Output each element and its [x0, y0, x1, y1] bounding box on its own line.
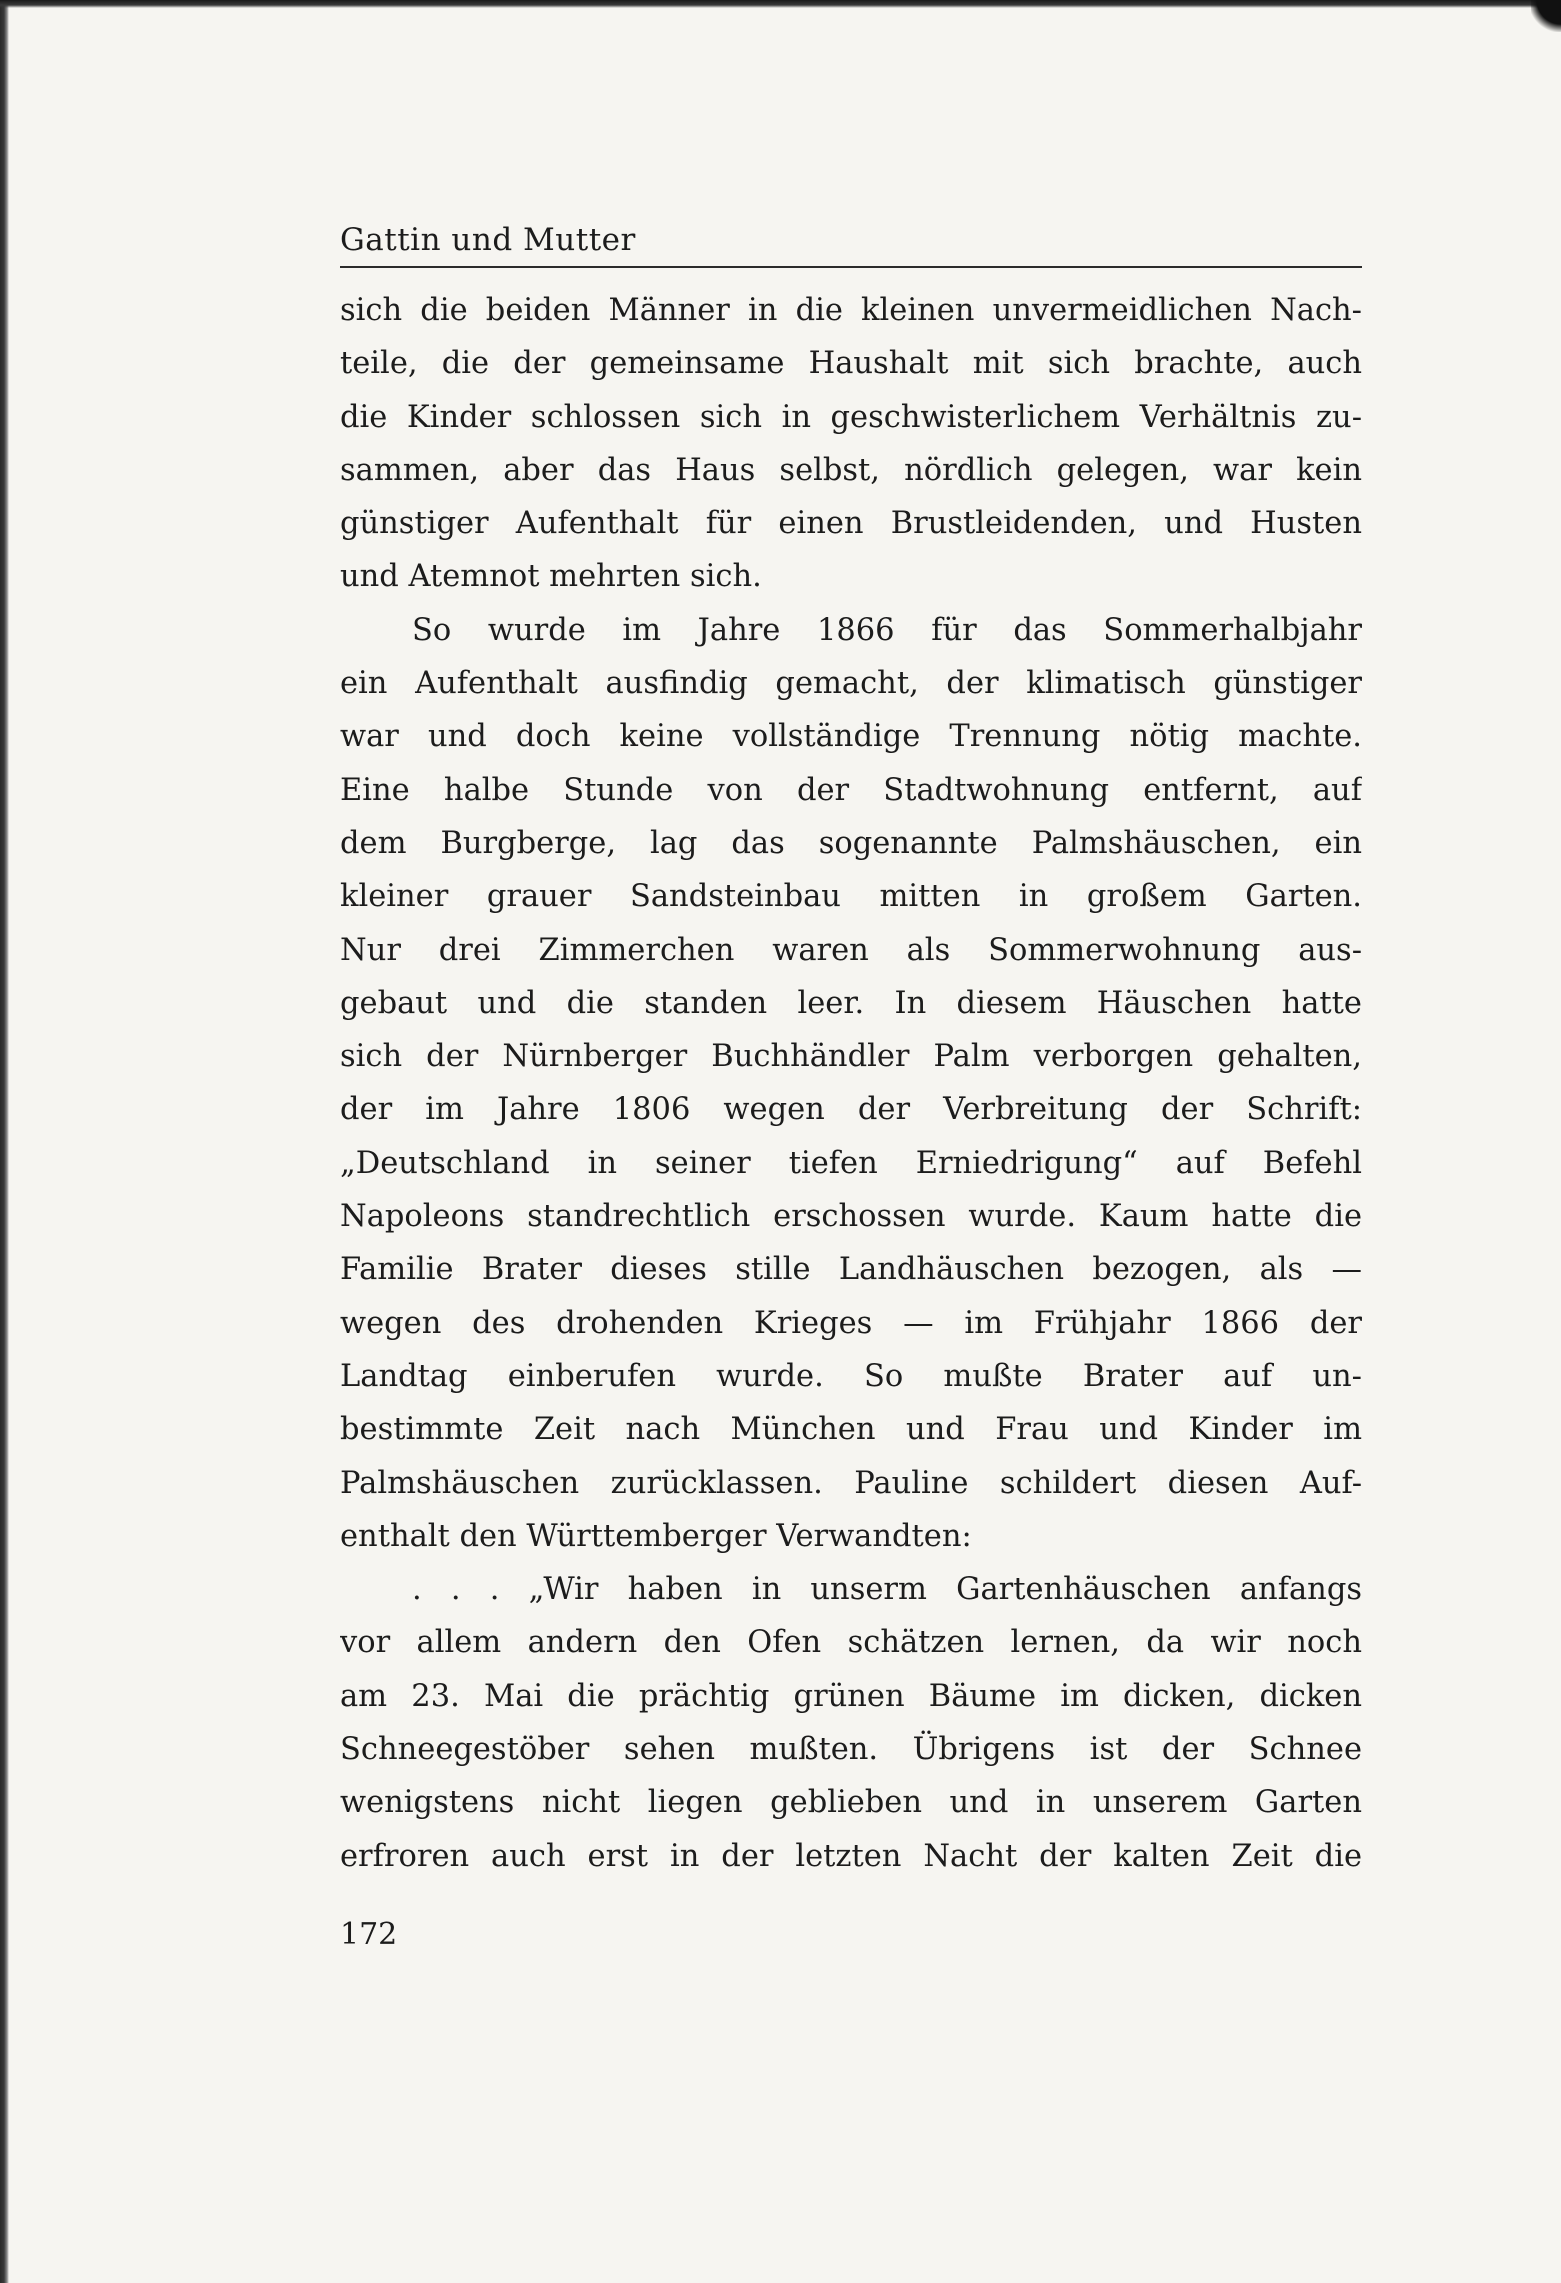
- text-line: sich der Nürnberger Buchhändler Palm verborgen gehalten,: [340, 1039, 1362, 1075]
- text-line: Eine halbe Stunde von der Stadtwohnung entfernt, auf: [340, 772, 1362, 808]
- text-line: am 23. Mai die prächtig grünen Bäume im dicken, dicken: [340, 1678, 1362, 1714]
- text-line: „Deutschland in seiner tiefen Erniedrigung“ auf Befehl: [340, 1145, 1362, 1181]
- body-text: [340, 284, 1362, 1883]
- text-line: war und doch keine vollständige Trennung nötig machte.: [340, 719, 1362, 755]
- scan-corner: [1531, 0, 1561, 32]
- text-line: Napoleons standrechtlich erschossen wurde. Kaum hatte die: [340, 1199, 1362, 1235]
- text-line: wegen des drohenden Krieges — im Frühjahr 1866 der: [340, 1305, 1362, 1341]
- text-line: Familie Brater dieses stille Landhäuschen bezogen, als —: [340, 1252, 1362, 1288]
- text-line: wenigstens nicht liegen geblieben und in unserem Garten: [340, 1785, 1362, 1821]
- text-line: ein Aufenthalt ausfindig gemacht, der klimatisch günstiger: [340, 666, 1362, 702]
- text-line: vor allem andern den Ofen schätzen lernen, da wir noch: [340, 1625, 1362, 1661]
- text-line: teile, die der gemeinsame Haushalt mit sich brachte, auch: [340, 346, 1362, 382]
- text-line: Landtag einberufen wurde. So mußte Brater auf un-: [340, 1358, 1362, 1394]
- page-number: 172: [340, 1916, 398, 1952]
- text-line: sammen, aber das Haus selbst, nördlich gelegen, war kein: [340, 452, 1362, 488]
- text-line: Schneegestöber sehen mußten. Übrigens ist der Schnee: [340, 1732, 1362, 1768]
- text-line: günstiger Aufenthalt für einen Brustleidenden, und Husten: [340, 506, 1362, 542]
- scan-edge-left: [0, 0, 9, 2283]
- text-line: bestimmte Zeit nach München und Frau und Kinder im: [340, 1412, 1362, 1448]
- text-line: und Atemnot mehrten sich.: [340, 559, 762, 595]
- text-line: Nur drei Zimmerchen waren als Sommerwohnung aus-: [340, 932, 1362, 968]
- text-line: erfroren auch erst in der letzten Nacht der kalten Zeit die: [340, 1838, 1362, 1874]
- running-head: Gattin und Mutter: [340, 220, 1362, 268]
- text-line: . . . „Wir haben in unserm Gartenhäuschen anfangs: [412, 1572, 1362, 1608]
- text-line: der im Jahre 1806 wegen der Verbreitung der Schrift:: [340, 1092, 1362, 1128]
- text-line: dem Burgberge, lag das sogenannte Palmshäuschen, ein: [340, 825, 1362, 861]
- text-line: die Kinder schlossen sich in geschwisterlichem Verhältnis zu-: [340, 399, 1362, 435]
- scan-edge-top: [0, 0, 1561, 8]
- text-line: kleiner grauer Sandsteinbau mitten in großem Garten.: [340, 879, 1362, 915]
- text-line: sich die beiden Männer in die kleinen unvermeidlichen Nach-: [340, 293, 1362, 328]
- book-page: [340, 220, 1362, 1955]
- text-line: gebaut und die standen leer. In diesem Häuschen hatte: [340, 985, 1362, 1021]
- text-line: Palmshäuschen zurücklassen. Pauline schildert diesen Auf-: [340, 1465, 1362, 1501]
- text-line: So wurde im Jahre 1866 für das Sommerhalbjahr: [412, 612, 1362, 648]
- text-line: enthalt den Württemberger Verwandten:: [340, 1518, 972, 1554]
